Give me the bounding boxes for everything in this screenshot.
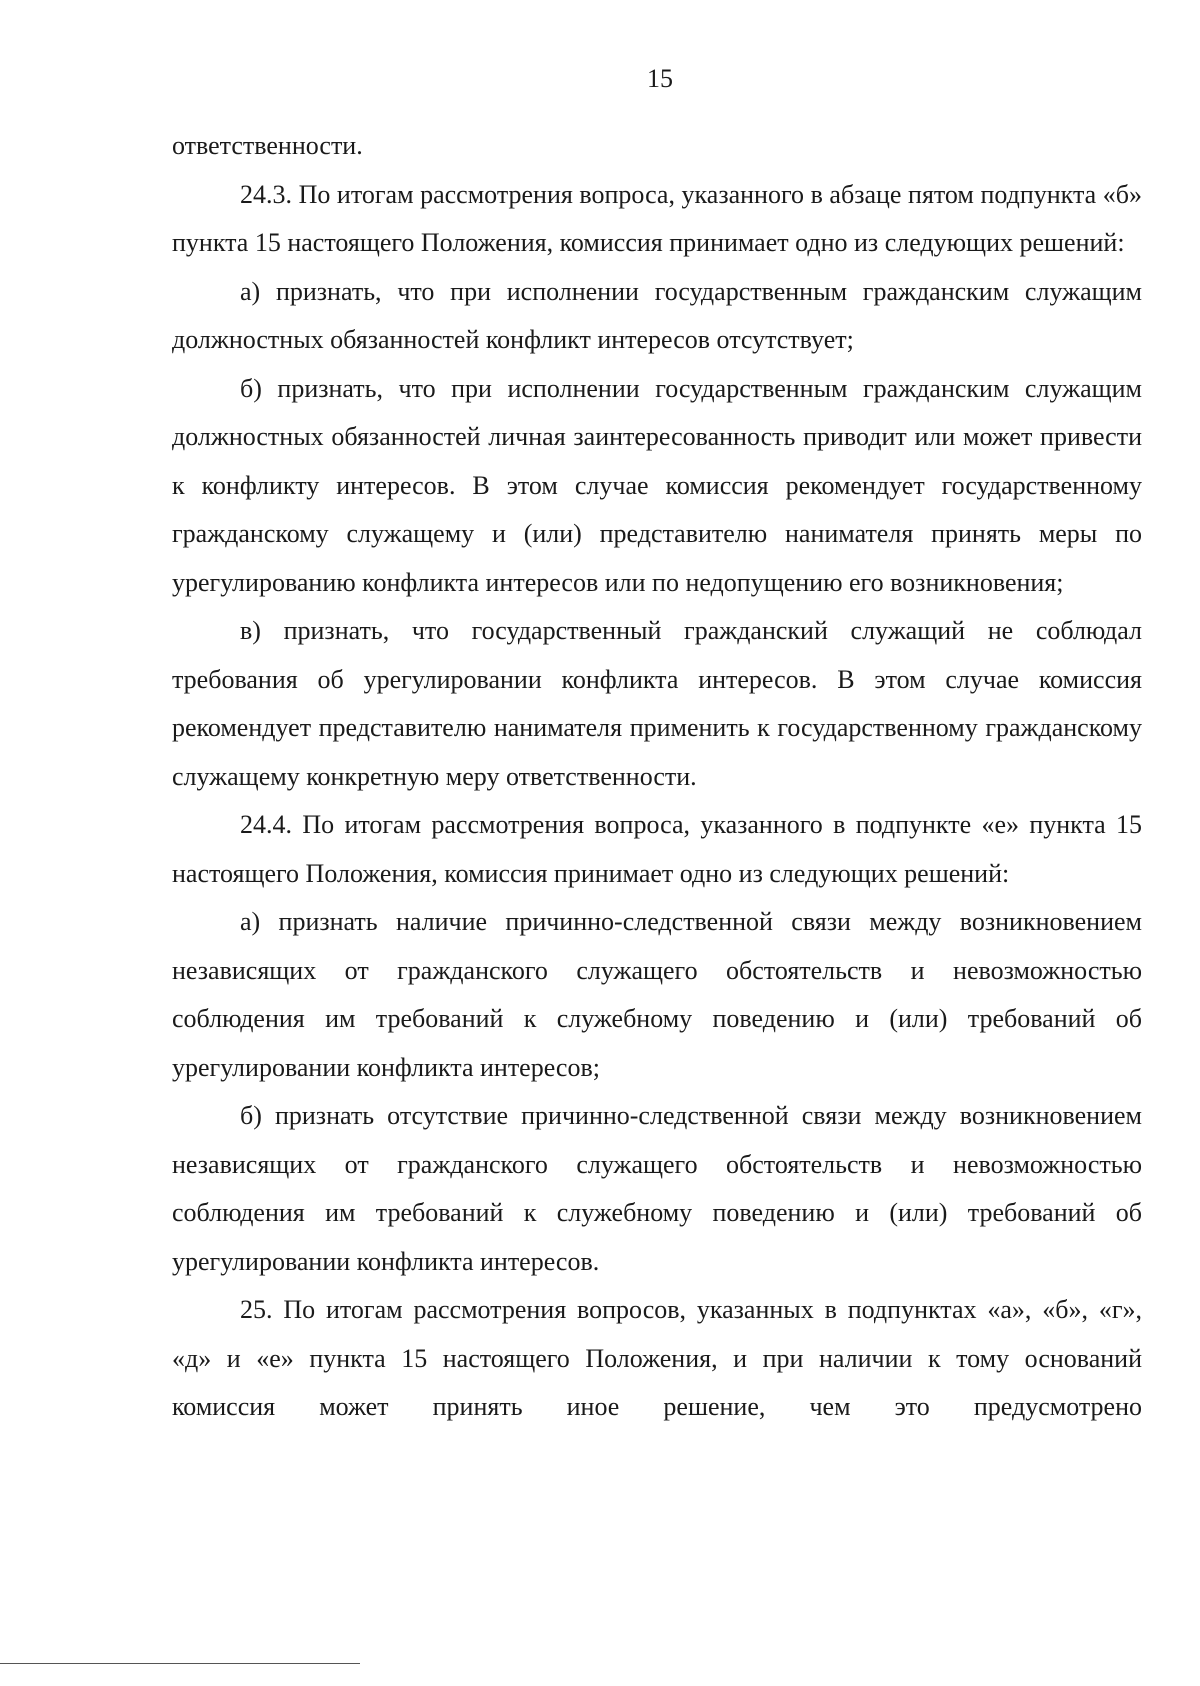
- paragraph-25: 25. По итогам рассмотрения вопросов, указанных в подпунктах «а», «б», «г», «д» и «е» пункта 15 настоящего Положения, и при наличии к тому оснований комиссия может принять иное решение, чем это предусмотрено: [172, 1295, 1142, 1421]
- paragraph-24-4-a: а) признать наличие причинно-следственной связи между возникновением независящих от гражданского служащего обстоятельств и невозможностью соблюдения им требований к служебному поведению и (или) требований об урегулировании конфликта интересов;: [172, 907, 1142, 1082]
- page-number: 15: [647, 64, 673, 93]
- document-body: [172, 122, 1142, 1432]
- paragraph-24-3-b: б) признать, что при исполнении государственным гражданским служащим должностных обязанностей личная заинтересованность приводит или может привести к конфликту интересов. В этом случае комиссия рекомендует государственному гражданскому служащему и (или) представителю нанимателя принять меры по урегулированию конфликта интересов или по недопущению его возникновения;: [172, 373, 1142, 597]
- paragraph-24-4: 24.4. По итогам рассмотрения вопроса, указанного в подпункте «е» пункта 15 настоящего Положения, комиссия принимает одно из следующих решений:: [172, 810, 1142, 888]
- paragraph-24-4-b: б) признать отсутствие причинно-следственной связи между возникновением независящих от гражданского служащего обстоятельств и невозможностью соблюдения им требований к служебному поведению и (или) требований об урегулировании конфликта интересов.: [172, 1101, 1142, 1276]
- paragraph-24-3: 24.3. По итогам рассмотрения вопроса, указанного в абзаце пятом подпункта «б» пункта 15 настоящего Положения, комиссия принимает одно из следующих решений:: [172, 179, 1142, 257]
- paragraph-continuation: ответственности.: [172, 131, 363, 160]
- scan-edge-line: [0, 1663, 360, 1664]
- paragraph-24-3-a: а) признать, что при исполнении государственным гражданским служащим должностных обязанностей конфликт интересов отсутствует;: [172, 276, 1142, 354]
- paragraph-24-3-v: в) признать, что государственный гражданский служащий не соблюдал требования об урегулировании конфликта интересов. В этом случае комиссия рекомендует представителю нанимателя применить к государственному гражданскому служащему конкретную меру ответственности.: [172, 616, 1142, 791]
